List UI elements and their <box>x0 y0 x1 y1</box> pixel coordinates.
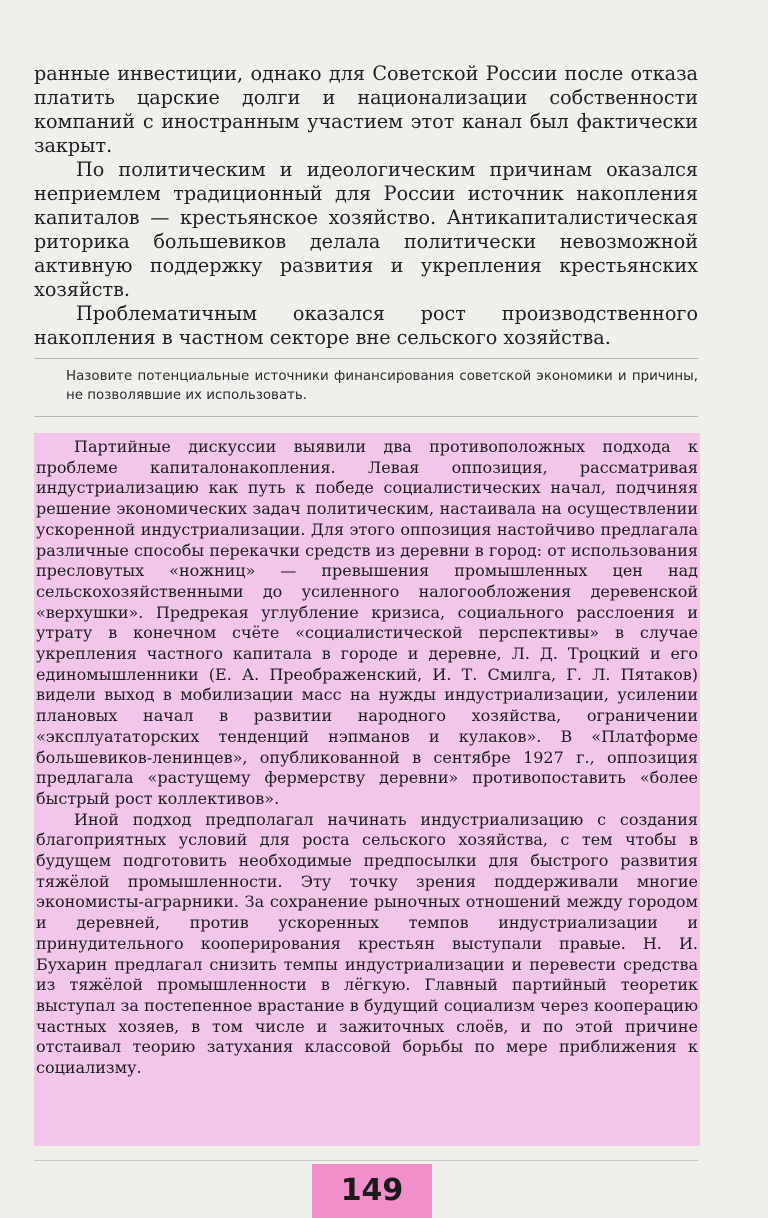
footer-divider <box>34 1160 698 1161</box>
page-number: 149 <box>312 1164 432 1218</box>
main-paragraph-3: Проблематичным оказался рост производственного накопления в частном секторе вне сельского хозяйства. <box>34 302 698 349</box>
question-bottom-divider <box>34 416 698 417</box>
question-top-divider <box>34 358 698 359</box>
highlight-box-text <box>36 437 698 1079</box>
main-paragraph-1: ранные инвестиции, однако для Советской России после отказа платить царские долги и национализации собственности компаний с иностранным участием этот канал был фактически закрыт. <box>34 62 698 157</box>
highlight-paragraph-1: Партийные дискуссии выявили два противоположных подхода к проблеме капиталонакопления. Левая оппозиция, рассматривая индустриализацию как путь к победе социалистических начал, подчиняя решение экономических задач политическим, настаивала на осуществлении ускоренной индустриализации. Для этого оппозиция настойчиво предлагала различные способы перекачки средств из деревни в город: от использования пресловутых «ножниц» — превышения промышленных цен над сельскохозяйственными до усиленного налогообложения деревенской «верхушки». Предрекая углубление кризиса, социального расслоения и утрату в конечном счёте «социалистической перспективы» в случае укрепления частного капитала в городе и деревне, Л. Д. Троцкий и его единомышленники (Е. А. Преображенский, И. Т. Смилга, Г. Л. Пятаков) видели выход в мобилизации масс на нужды индустриализации, усилении плановых начал в развитии народного хозяйства, ограничении «эксплуататорских тенденций нэпманов и кулаков». В «Платформе большевиков-ленинцев», опубликованной в сентябре 1927 г., оппозиция предлагала «растущему фермерству деревни» противопоставить «более быстрый рост коллективов». <box>36 437 698 808</box>
main-paragraph-2: По политическим и идеологическим причинам оказался неприемлем традиционный для России источник накопления капиталов — крестьянское хозяйство. Антикапиталистическая риторика большевиков делала политически невозможной активную поддержку развития и укрепления крестьянских хозяйств. <box>34 158 698 301</box>
main-text-block <box>34 62 698 350</box>
review-question: Назовите потенциальные источники финансирования советской экономики и причины, не позволявшие их использовать. <box>66 369 698 403</box>
highlight-paragraph-2: Иной подход предполагал начинать индустриализацию с создания благоприятных условий для роста сельского хозяйства, с тем чтобы в будущем подготовить необходимые предпосылки для быстрого развития тяжёлой промышленности. Эту точку зрения поддерживали многие экономисты-аграрники. За сохранение рыночных отношений между городом и деревней, против ускоренных темпов индустриализации и принудительного кооперирования крестьян выступали правые. Н. И. Бухарин предлагал снизить темпы индустриализации и перевести средства из тяжёлой промышленности в лёгкую. Главный партийный теоретик выступал за постепенное врастание в будущий социализм через кооперацию частных хозяев, в том числе и зажиточных слоёв, и по этой причине отстаивал теорию затухания классовой борьбы по мере приближения к социализму. <box>36 809 698 1078</box>
